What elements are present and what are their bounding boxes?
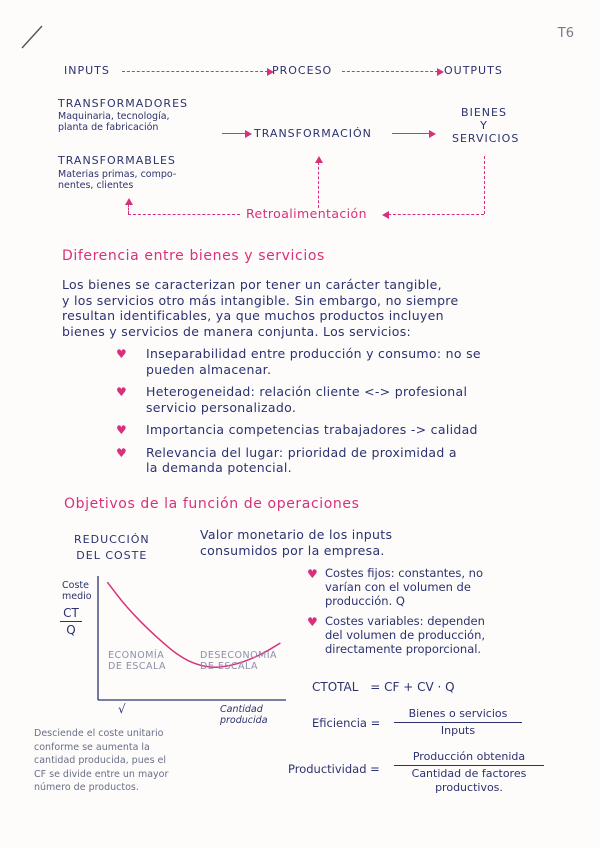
page-number: T6 bbox=[557, 26, 574, 41]
list-item: ♥ Relevancia del lugar: prioridad de proximidad a la demanda potencial. bbox=[116, 444, 457, 475]
average-cost-chart bbox=[90, 572, 290, 712]
list-item: ♥ Costes fijos: constantes, no varían con el volumen de producción. Q bbox=[307, 566, 483, 608]
flow-transformacion: TRANSFORMACIÓN bbox=[254, 127, 372, 140]
list-item: ♥ Inseparabilidad entre producción y consumo: no se pueden almacenar. bbox=[116, 346, 481, 377]
retroalimentacion-label: Retroalimentación bbox=[246, 206, 367, 221]
flow-outputs: OUTPUTS bbox=[444, 64, 503, 77]
check-mark-icon: √ bbox=[118, 702, 126, 716]
heart-bullet-icon: ♥ bbox=[116, 423, 128, 437]
section1-bullets bbox=[116, 346, 536, 483]
feedback-arrow-left-up bbox=[128, 204, 129, 214]
feedback-line-right bbox=[484, 156, 485, 214]
heart-bullet-icon: ♥ bbox=[116, 385, 128, 399]
section1-paragraph: Los bienes se caracterizan por tener un carácter tangible, y los servicios otro más intangible. Sin embargo, no siempre resultan identificables, ya que muchos productos incluyen bienes y servicios de manera conjunta. Los servicios: bbox=[62, 277, 459, 339]
productividad-fraction: Producción obtenida Cantidad de factores productivos. bbox=[394, 750, 544, 795]
cost-bullets bbox=[307, 566, 552, 662]
arrow-proceso-outputs bbox=[342, 71, 438, 72]
flow-inputs: INPUTS bbox=[64, 64, 110, 77]
feedback-arrow-up bbox=[318, 162, 319, 208]
arrow-to-bienes bbox=[392, 133, 430, 134]
reduccion-coste-title: REDUCCIÓN DEL COSTE bbox=[74, 533, 150, 562]
feedback-line-bottom-left bbox=[128, 214, 240, 215]
transformadores-desc: Maquinaria, tecnología, planta de fabricación bbox=[58, 111, 170, 133]
heart-bullet-icon: ♥ bbox=[116, 347, 128, 361]
chart-note: Desciende el coste unitario conforme se aumenta la cantidad producida, pues el CF se divide entre un mayor número de productos. bbox=[34, 728, 169, 793]
transformables-title: TRANSFORMABLES bbox=[58, 154, 176, 167]
heart-bullet-icon: ♥ bbox=[307, 567, 318, 581]
eficiencia-fraction: Bienes o servicios Inputs bbox=[394, 707, 522, 738]
pencil-stroke bbox=[18, 22, 48, 52]
chart-ylabel: Coste medio bbox=[62, 580, 92, 602]
chart-xlabel: Cantidad producida bbox=[220, 704, 268, 726]
ctotal-formula: CTOTAL = CF + CV · Q bbox=[312, 680, 455, 694]
list-item: ♥ Heterogeneidad: relación cliente <-> profesional servicio personalizado. bbox=[116, 384, 468, 415]
arrow-inputs-proceso bbox=[122, 71, 268, 72]
section2-title: Objetivos de la función de operaciones bbox=[64, 496, 360, 512]
valor-monetario-text: Valor monetario de los inputs consumidos por la empresa. bbox=[200, 527, 393, 558]
arrow-to-transformacion bbox=[222, 133, 246, 134]
list-item: ♥ Importancia competencias trabajadores -> calidad bbox=[116, 422, 478, 437]
region-economia: ECONOMÍA DE ESCALA bbox=[108, 650, 167, 672]
transformadores-title: TRANSFORMADORES bbox=[58, 97, 189, 110]
region-deseconomia: DESECONOMÍA DE ESCALA bbox=[200, 650, 278, 672]
heart-bullet-icon: ♥ bbox=[116, 445, 128, 460]
eficiencia-label: Eficiencia = bbox=[312, 716, 381, 730]
list-item: ♥ Costes variables: dependen del volumen de producción, directamente proporcional. bbox=[307, 614, 486, 656]
transformables-desc: Materias primas, compo- nentes, clientes bbox=[58, 169, 177, 191]
heart-bullet-icon: ♥ bbox=[307, 615, 318, 629]
productividad-label: Productividad = bbox=[288, 762, 380, 776]
section1-title: Diferencia entre bienes y servicios bbox=[62, 248, 325, 264]
feedback-line-bottom-right bbox=[388, 214, 484, 215]
chart-ylabel-formula: CT Q bbox=[60, 606, 82, 637]
flow-proceso: PROCESO bbox=[272, 64, 333, 77]
bienes-servicios: BIENES Y SERVICIOS bbox=[452, 106, 520, 145]
